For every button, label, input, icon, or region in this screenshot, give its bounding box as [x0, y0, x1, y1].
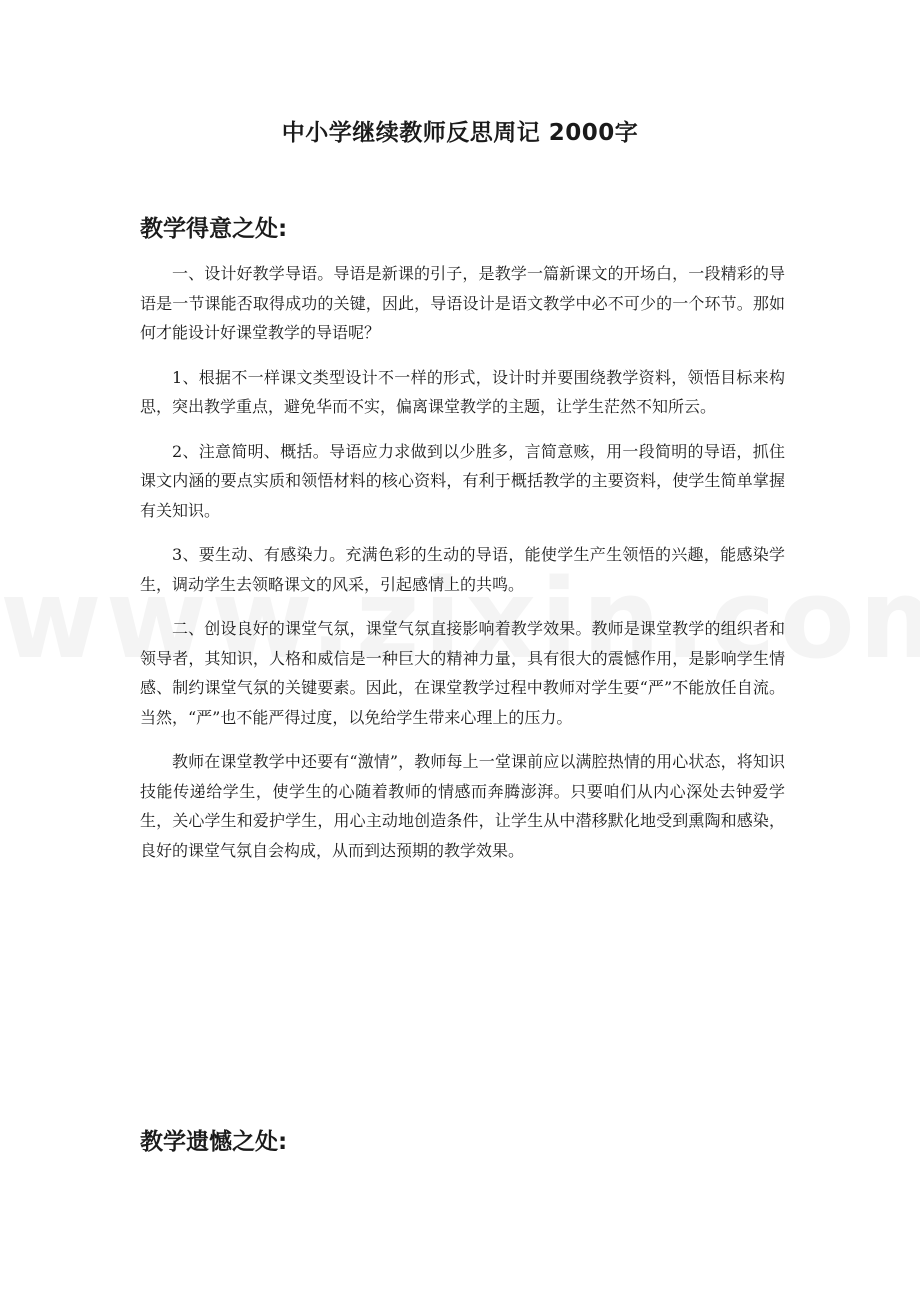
body-text	[140, 259, 785, 880]
page-title: 中小学继续教师反思周记 2000字	[281, 120, 639, 146]
paragraph: 二、创设良好的课堂气氛，课堂气氛直接影响着教学效果。教师是课堂教学的组织者和领导者，其知识，人格和威信是一种巨大的精神力量，具有很大的震憾作用，是影响学生情感、制约课堂气氛的关键要素。因此，在课堂教学过程中教师对学生要“严”不能放任自流。当然，“严”也不能严得过度，以免给学生带来心理上的压力。	[140, 619, 785, 727]
section-heading-regrets: 教学遗憾之处:	[140, 1129, 288, 1155]
paragraph: 3、要生动、有感染力。充满色彩的生动的导语，能使学生产生领悟的兴趣，能感染学生，调动学生去领略课文的风采，引起感情上的共鸣。	[140, 545, 785, 594]
paragraph: 2、注意简明、概括。导语应力求做到以少胜多，言简意赅，用一段简明的导语，抓住课文内涵的要点实质和领悟材料的核心资料，有利于概括教学的主要资料，使学生简单掌握有关知识。	[140, 441, 785, 520]
paragraph: 一、设计好教学导语。导语是新课的引子，是教学一篇新课文的开场白，一段精彩的导语是一节课能否取得成功的关键，因此，导语设计是语文教学中必不可少的一个环节。那如何才能设计好课堂教学的导语呢？	[140, 264, 785, 342]
paragraph: 1、根据不一样课文类型设计不一样的形式，设计时并要围绕教学资料，领悟目标来构思，突出教学重点，避免华而不实，偏离课堂教学的主题，让学生茫然不知所云。	[140, 367, 785, 416]
section-heading-highlights: 教学得意之处:	[140, 216, 288, 242]
paragraph: 教师在课堂教学中还要有“激情”，教师每上一堂课前应以满腔热情的用心状态，将知识技能传递给学生，使学生的心随着教师的情感而奔腾澎湃。只要咱们从内心深处去钟爱学生，关心学生和爱护学生，用心主动地创造条件，让学生从中潜移默化地受到熏陶和感染，良好的课堂气氛自会构成，从而到达预期的教学效果。	[140, 752, 785, 860]
